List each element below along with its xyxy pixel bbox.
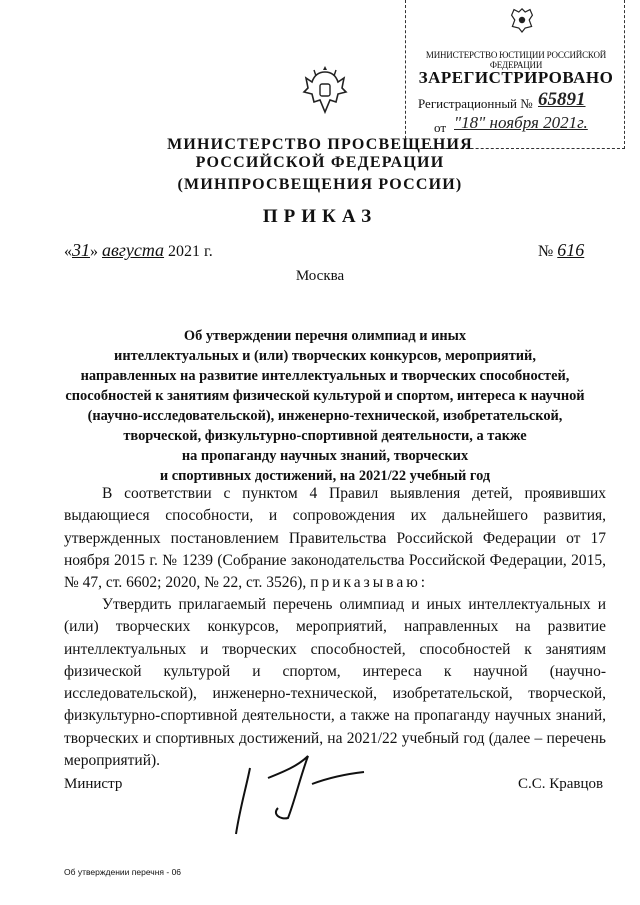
number-label: №	[538, 243, 554, 260]
title-line: способностей к занятиям физической культурой и спортом, интереса к научной	[65, 388, 585, 404]
order-title	[60, 326, 590, 486]
registration-stamp	[405, 0, 625, 149]
body-paragraph-2: Утвердить прилагаемый перечень олимпиад и иных интеллектуальных и (или) творческих конкурсов, мероприятий, направленных на развитие интеллектуальных и творческих способностей, способностей к занятиям физической культурой и спортом, интереса к научной (научно-исследовательской), инженерно-технической, изобретательской, творческой, физкультурно-спортивной деятельности, а также на пропаганду научных знаний, творческих и спортивных достижений, на 2021/22 учебный год (далее – перечень мероприятий).	[64, 596, 606, 770]
signer-name: С.С. Кравцов	[518, 776, 604, 792]
ministry-name-line2: РОССИЙСКОЙ ФЕДЕРАЦИИ	[195, 154, 445, 171]
order-date	[64, 240, 213, 261]
date-year: 2021 г.	[168, 243, 213, 260]
document-type: ПРИКАЗ	[262, 206, 378, 227]
handwritten-signature	[228, 748, 368, 838]
footer-note: Об утверждении перечня - 06	[64, 867, 182, 877]
coat-of-arms-icon	[506, 4, 538, 36]
stamp-from-date: "18" ноября 2021г.	[454, 113, 588, 132]
ministry-name-line1: МИНИСТЕРСТВО ПРОСВЕЩЕНИЯ	[167, 136, 473, 153]
signer-position: Министр	[64, 776, 123, 792]
title-line: и спортивных достижений, на 2021/22 учебный год	[159, 468, 491, 484]
title-line: направленных на развитие интеллектуальных и творческих способностей,	[80, 368, 570, 384]
ministry-short-name: (МИНПРОСВЕЩЕНИЯ РОССИИ)	[177, 176, 463, 193]
paragraph-1-text: В соответствии с пунктом 4 Правил выявления детей, проявивших выдающиеся способности, и сопровождения их дальнейшего развития, утвержденных постановлением Правительства Российской Федерации от 17 ноября 2015 г. № 1239 (Собрание законодательства Российской Федерации, 2015, № 47, ст. 6602; 2020, № 22, ст. 3526),	[64, 485, 606, 592]
title-line: (научно-исследовательской), инженерно-технической, изобретательской,	[87, 408, 563, 424]
stamp-reg-label: Регистрационный №	[418, 96, 533, 111]
city: Москва	[295, 268, 345, 284]
date-close-quote: »	[90, 243, 98, 260]
date-open-quote: «	[64, 243, 72, 260]
date-month: августа	[102, 240, 165, 260]
stamp-title: ЗАРЕГИСТРИРОВАНО	[418, 68, 614, 87]
double-headed-eagle-icon	[300, 62, 350, 122]
body-paragraph-1	[64, 483, 606, 594]
order-number	[538, 240, 584, 261]
number-value: 616	[557, 240, 585, 260]
title-line: интеллектуальных и (или) творческих конкурсов, мероприятий,	[114, 348, 536, 364]
stamp-ministry: МИНИСТЕРСТВО ЮСТИЦИИ РОССИЙСКОЙ ФЕДЕРАЦИИ	[425, 50, 607, 70]
stamp-from-label: от	[434, 120, 447, 135]
title-line: творческой, физкультурно-спортивной деятельности, а также	[123, 428, 527, 444]
title-line: на пропаганду научных знаний, творческих	[181, 448, 469, 464]
stamp-reg-number: 65891	[538, 89, 586, 110]
date-day: 31	[72, 240, 90, 260]
title-line: Об утверждении перечня олимпиад и иных	[183, 328, 467, 344]
order-action: приказываю:	[310, 574, 429, 592]
